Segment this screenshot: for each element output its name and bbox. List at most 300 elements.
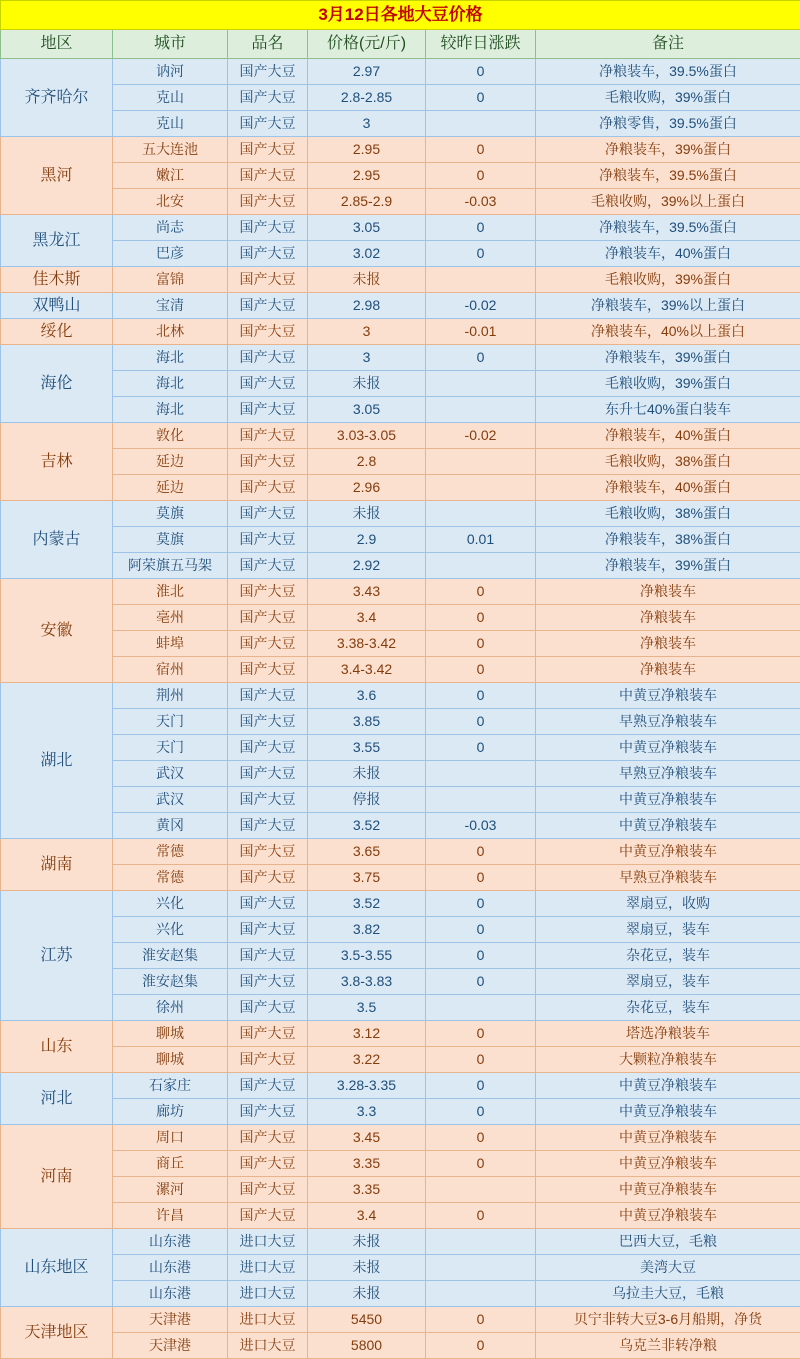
product-cell: 国产大豆 [228, 371, 308, 397]
product-cell: 国产大豆 [228, 85, 308, 111]
price-cell: 2.95 [308, 163, 426, 189]
table-row [1, 891, 800, 917]
note-cell: 毛粮收购，39%蛋白 [536, 371, 800, 397]
city-cell: 讷河 [113, 59, 228, 85]
note-cell: 中黄豆净粮装车 [536, 1073, 800, 1099]
note-cell: 早熟豆净粮装车 [536, 761, 800, 787]
note-cell: 净粮装车，39.5%蛋白 [536, 59, 800, 85]
table-row [1, 85, 800, 111]
product-cell: 国产大豆 [228, 735, 308, 761]
column-header: 备注 [536, 30, 800, 59]
note-cell: 美湾大豆 [536, 1255, 800, 1281]
city-cell: 石家庄 [113, 1073, 228, 1099]
product-cell: 国产大豆 [228, 605, 308, 631]
note-cell: 翠扇豆，收购 [536, 891, 800, 917]
price-cell: 3.45 [308, 1125, 426, 1151]
city-cell: 山东港 [113, 1229, 228, 1255]
product-cell: 国产大豆 [228, 397, 308, 423]
region-cell: 海伦 [1, 345, 113, 423]
price-cell: 3.05 [308, 215, 426, 241]
change-cell: 0 [426, 891, 536, 917]
city-cell: 淮安赵集 [113, 969, 228, 995]
change-cell: -0.01 [426, 319, 536, 345]
table-row [1, 345, 800, 371]
table-row [1, 59, 800, 85]
city-cell: 海北 [113, 345, 228, 371]
table-row [1, 1073, 800, 1099]
city-cell: 廊坊 [113, 1099, 228, 1125]
price-cell: 未报 [308, 267, 426, 293]
price-cell: 3.43 [308, 579, 426, 605]
city-cell: 漯河 [113, 1177, 228, 1203]
city-cell: 富锦 [113, 267, 228, 293]
price-cell: 3.3 [308, 1099, 426, 1125]
product-cell: 国产大豆 [228, 293, 308, 319]
product-cell: 国产大豆 [228, 683, 308, 709]
price-cell: 2.97 [308, 59, 426, 85]
table-row [1, 761, 800, 787]
city-cell: 许昌 [113, 1203, 228, 1229]
table-row [1, 293, 800, 319]
price-cell: 3 [308, 319, 426, 345]
price-cell: 3.4 [308, 605, 426, 631]
product-cell: 国产大豆 [228, 631, 308, 657]
city-cell: 嫩江 [113, 163, 228, 189]
table-row [1, 813, 800, 839]
city-cell: 黄冈 [113, 813, 228, 839]
change-cell: 0 [426, 579, 536, 605]
price-cell: 5800 [308, 1333, 426, 1359]
price-cell: 2.8 [308, 449, 426, 475]
change-cell [426, 501, 536, 527]
city-cell: 敦化 [113, 423, 228, 449]
note-cell: 中黄豆净粮装车 [536, 1177, 800, 1203]
product-cell: 国产大豆 [228, 787, 308, 813]
price-cell: 3.5 [308, 995, 426, 1021]
product-cell: 国产大豆 [228, 865, 308, 891]
change-cell: 0 [426, 683, 536, 709]
note-cell: 中黄豆净粮装车 [536, 1203, 800, 1229]
change-cell [426, 553, 536, 579]
table-row [1, 1151, 800, 1177]
price-cell: 未报 [308, 1229, 426, 1255]
price-cell: 2.8-2.85 [308, 85, 426, 111]
product-cell: 国产大豆 [228, 475, 308, 501]
city-cell: 阿荣旗五马架 [113, 553, 228, 579]
table-row [1, 839, 800, 865]
product-cell: 国产大豆 [228, 241, 308, 267]
change-cell: 0 [426, 1047, 536, 1073]
table-row [1, 683, 800, 709]
price-cell: 3.5-3.55 [308, 943, 426, 969]
region-cell: 河南 [1, 1125, 113, 1229]
city-cell: 武汉 [113, 761, 228, 787]
product-cell: 国产大豆 [228, 1021, 308, 1047]
note-cell: 净粮装车，40%蛋白 [536, 423, 800, 449]
change-cell: -0.02 [426, 293, 536, 319]
product-cell: 进口大豆 [228, 1255, 308, 1281]
price-cell: 2.96 [308, 475, 426, 501]
city-cell: 天津港 [113, 1307, 228, 1333]
product-cell: 国产大豆 [228, 553, 308, 579]
product-cell: 国产大豆 [228, 657, 308, 683]
product-cell: 国产大豆 [228, 59, 308, 85]
title-row [1, 1, 800, 30]
table-row [1, 1333, 800, 1359]
city-cell: 聊城 [113, 1021, 228, 1047]
price-cell: 未报 [308, 761, 426, 787]
price-cell: 3.35 [308, 1151, 426, 1177]
city-cell: 天门 [113, 709, 228, 735]
table-row [1, 475, 800, 501]
table-row [1, 319, 800, 345]
change-cell: 0 [426, 943, 536, 969]
note-cell: 东升七40%蛋白装车 [536, 397, 800, 423]
table-row [1, 553, 800, 579]
note-cell: 塔选净粮装车 [536, 1021, 800, 1047]
city-cell: 天门 [113, 735, 228, 761]
change-cell: 0 [426, 1151, 536, 1177]
city-cell: 宝清 [113, 293, 228, 319]
note-cell: 净粮装车 [536, 605, 800, 631]
note-cell: 中黄豆净粮装车 [536, 683, 800, 709]
product-cell: 国产大豆 [228, 969, 308, 995]
price-cell: 3.65 [308, 839, 426, 865]
price-cell: 3.52 [308, 813, 426, 839]
table-row [1, 1281, 800, 1307]
note-cell: 早熟豆净粮装车 [536, 709, 800, 735]
product-cell: 国产大豆 [228, 319, 308, 345]
product-cell: 进口大豆 [228, 1307, 308, 1333]
table-row [1, 657, 800, 683]
table-row [1, 137, 800, 163]
change-cell: 0 [426, 1125, 536, 1151]
change-cell: 0.01 [426, 527, 536, 553]
product-cell: 国产大豆 [228, 449, 308, 475]
change-cell: 0 [426, 1073, 536, 1099]
table-header-row [1, 30, 800, 59]
table-row [1, 969, 800, 995]
product-cell: 国产大豆 [228, 137, 308, 163]
change-cell: 0 [426, 59, 536, 85]
table-row [1, 1099, 800, 1125]
note-cell: 净粮零售，39.5%蛋白 [536, 111, 800, 137]
product-cell: 国产大豆 [228, 579, 308, 605]
note-cell: 中黄豆净粮装车 [536, 787, 800, 813]
table-row [1, 735, 800, 761]
column-header: 较昨日涨跌 [426, 30, 536, 59]
table-row [1, 1255, 800, 1281]
product-cell: 国产大豆 [228, 709, 308, 735]
city-cell: 荆州 [113, 683, 228, 709]
change-cell: 0 [426, 969, 536, 995]
city-cell: 聊城 [113, 1047, 228, 1073]
change-cell [426, 1255, 536, 1281]
city-cell: 兴化 [113, 891, 228, 917]
table-row [1, 1307, 800, 1333]
price-cell: 2.92 [308, 553, 426, 579]
product-cell: 国产大豆 [228, 813, 308, 839]
city-cell: 徐州 [113, 995, 228, 1021]
price-cell: 3.05 [308, 397, 426, 423]
price-cell: 3.35 [308, 1177, 426, 1203]
price-cell: 未报 [308, 1281, 426, 1307]
change-cell: 0 [426, 1307, 536, 1333]
region-cell: 河北 [1, 1073, 113, 1125]
region-cell: 吉林 [1, 423, 113, 501]
region-cell: 双鸭山 [1, 293, 113, 319]
product-cell: 国产大豆 [228, 891, 308, 917]
table-row [1, 865, 800, 891]
note-cell: 大颗粒净粮装车 [536, 1047, 800, 1073]
change-cell: -0.02 [426, 423, 536, 449]
product-cell: 国产大豆 [228, 423, 308, 449]
table-row [1, 241, 800, 267]
note-cell: 中黄豆净粮装车 [536, 839, 800, 865]
note-cell: 净粮装车，39%蛋白 [536, 137, 800, 163]
city-cell: 山东港 [113, 1255, 228, 1281]
note-cell: 杂花豆，装车 [536, 943, 800, 969]
change-cell: 0 [426, 1203, 536, 1229]
table-row [1, 163, 800, 189]
change-cell: 0 [426, 605, 536, 631]
product-cell: 进口大豆 [228, 1229, 308, 1255]
product-cell: 国产大豆 [228, 1047, 308, 1073]
price-cell: 3.02 [308, 241, 426, 267]
product-cell: 国产大豆 [228, 1125, 308, 1151]
change-cell [426, 267, 536, 293]
price-cell: 2.98 [308, 293, 426, 319]
change-cell [426, 397, 536, 423]
note-cell: 净粮装车，40%以上蛋白 [536, 319, 800, 345]
city-cell: 天津港 [113, 1333, 228, 1359]
change-cell [426, 1177, 536, 1203]
note-cell: 净粮装车，39.5%蛋白 [536, 215, 800, 241]
table-row [1, 995, 800, 1021]
region-cell: 绥化 [1, 319, 113, 345]
change-cell [426, 787, 536, 813]
change-cell [426, 995, 536, 1021]
change-cell [426, 1281, 536, 1307]
product-cell: 国产大豆 [228, 943, 308, 969]
table-row [1, 1177, 800, 1203]
table-row [1, 1021, 800, 1047]
table-row [1, 631, 800, 657]
product-cell: 国产大豆 [228, 917, 308, 943]
price-cell: 未报 [308, 1255, 426, 1281]
city-cell: 巴彦 [113, 241, 228, 267]
note-cell: 净粮装车，39.5%蛋白 [536, 163, 800, 189]
change-cell: 0 [426, 163, 536, 189]
note-cell: 净粮装车，39%以上蛋白 [536, 293, 800, 319]
price-cell: 2.85-2.9 [308, 189, 426, 215]
note-cell: 乌克兰非转净粮 [536, 1333, 800, 1359]
region-cell: 安徽 [1, 579, 113, 683]
change-cell: 0 [426, 1021, 536, 1047]
city-cell: 克山 [113, 111, 228, 137]
table-row [1, 1047, 800, 1073]
note-cell: 净粮装车，38%蛋白 [536, 527, 800, 553]
change-cell: 0 [426, 345, 536, 371]
price-cell: 2.95 [308, 137, 426, 163]
region-cell: 黑龙江 [1, 215, 113, 267]
table-row [1, 1203, 800, 1229]
city-cell: 宿州 [113, 657, 228, 683]
table-row [1, 943, 800, 969]
column-header: 价格(元/斤) [308, 30, 426, 59]
change-cell: 0 [426, 657, 536, 683]
price-cell: 3.85 [308, 709, 426, 735]
change-cell: 0 [426, 865, 536, 891]
product-cell: 国产大豆 [228, 527, 308, 553]
product-cell: 国产大豆 [228, 1073, 308, 1099]
price-cell: 3.75 [308, 865, 426, 891]
change-cell: 0 [426, 839, 536, 865]
city-cell: 武汉 [113, 787, 228, 813]
region-cell: 内蒙古 [1, 501, 113, 579]
product-cell: 进口大豆 [228, 1281, 308, 1307]
region-cell: 天津地区 [1, 1307, 113, 1359]
product-cell: 国产大豆 [228, 267, 308, 293]
city-cell: 常德 [113, 839, 228, 865]
change-cell: 0 [426, 1099, 536, 1125]
price-cell: 3.38-3.42 [308, 631, 426, 657]
price-cell: 未报 [308, 371, 426, 397]
change-cell: 0 [426, 215, 536, 241]
note-cell: 中黄豆净粮装车 [536, 1151, 800, 1177]
price-cell: 3.52 [308, 891, 426, 917]
note-cell: 中黄豆净粮装车 [536, 813, 800, 839]
city-cell: 淮北 [113, 579, 228, 605]
column-header: 城市 [113, 30, 228, 59]
table-row [1, 501, 800, 527]
note-cell: 净粮装车 [536, 657, 800, 683]
region-cell: 江苏 [1, 891, 113, 1021]
change-cell: 0 [426, 137, 536, 163]
change-cell: 0 [426, 1333, 536, 1359]
product-cell: 国产大豆 [228, 501, 308, 527]
note-cell: 净粮装车，39%蛋白 [536, 553, 800, 579]
note-cell: 净粮装车，40%蛋白 [536, 475, 800, 501]
change-cell [426, 475, 536, 501]
product-cell: 国产大豆 [228, 761, 308, 787]
table-row [1, 397, 800, 423]
product-cell: 国产大豆 [228, 1151, 308, 1177]
price-cell: 停报 [308, 787, 426, 813]
city-cell: 五大连池 [113, 137, 228, 163]
change-cell [426, 449, 536, 475]
city-cell: 蚌埠 [113, 631, 228, 657]
product-cell: 国产大豆 [228, 1203, 308, 1229]
change-cell [426, 111, 536, 137]
city-cell: 北林 [113, 319, 228, 345]
city-cell: 延边 [113, 449, 228, 475]
price-cell: 3 [308, 345, 426, 371]
column-header: 地区 [1, 30, 113, 59]
region-cell: 湖南 [1, 839, 113, 891]
note-cell: 杂花豆，装车 [536, 995, 800, 1021]
price-cell: 3.12 [308, 1021, 426, 1047]
price-cell: 3.4 [308, 1203, 426, 1229]
region-cell: 湖北 [1, 683, 113, 839]
table-row [1, 605, 800, 631]
region-cell: 齐齐哈尔 [1, 59, 113, 137]
price-cell: 3.55 [308, 735, 426, 761]
change-cell: 0 [426, 631, 536, 657]
product-cell: 国产大豆 [228, 995, 308, 1021]
page-title: 3月12日各地大豆价格 [1, 1, 800, 30]
region-cell: 佳木斯 [1, 267, 113, 293]
price-cell: 3.03-3.05 [308, 423, 426, 449]
column-header: 品名 [228, 30, 308, 59]
note-cell: 毛粮收购，38%蛋白 [536, 449, 800, 475]
note-cell: 净粮装车 [536, 579, 800, 605]
city-cell: 山东港 [113, 1281, 228, 1307]
table-row [1, 371, 800, 397]
product-cell: 国产大豆 [228, 189, 308, 215]
change-cell [426, 761, 536, 787]
change-cell: 0 [426, 917, 536, 943]
table-row [1, 215, 800, 241]
city-cell: 亳州 [113, 605, 228, 631]
table-row [1, 527, 800, 553]
city-cell: 莫旗 [113, 501, 228, 527]
table-row [1, 189, 800, 215]
region-cell: 山东 [1, 1021, 113, 1073]
note-cell: 贝宁非转大豆3-6月船期，净货 [536, 1307, 800, 1333]
city-cell: 莫旗 [113, 527, 228, 553]
change-cell: 0 [426, 85, 536, 111]
product-cell: 国产大豆 [228, 111, 308, 137]
table-row [1, 917, 800, 943]
product-cell: 国产大豆 [228, 215, 308, 241]
product-cell: 国产大豆 [228, 345, 308, 371]
table-row [1, 579, 800, 605]
price-cell: 2.9 [308, 527, 426, 553]
product-cell: 进口大豆 [228, 1333, 308, 1359]
product-cell: 国产大豆 [228, 163, 308, 189]
table-row [1, 449, 800, 475]
price-cell: 3.28-3.35 [308, 1073, 426, 1099]
city-cell: 海北 [113, 371, 228, 397]
change-cell [426, 371, 536, 397]
change-cell: 0 [426, 241, 536, 267]
price-cell: 3 [308, 111, 426, 137]
note-cell: 翠扇豆，装车 [536, 969, 800, 995]
change-cell: 0 [426, 709, 536, 735]
change-cell: -0.03 [426, 189, 536, 215]
city-cell: 淮安赵集 [113, 943, 228, 969]
table-row [1, 787, 800, 813]
city-cell: 尚志 [113, 215, 228, 241]
price-cell: 3.8-3.83 [308, 969, 426, 995]
city-cell: 周口 [113, 1125, 228, 1151]
note-cell: 早熟豆净粮装车 [536, 865, 800, 891]
region-cell: 山东地区 [1, 1229, 113, 1307]
note-cell: 中黄豆净粮装车 [536, 1099, 800, 1125]
city-cell: 商丘 [113, 1151, 228, 1177]
note-cell: 净粮装车 [536, 631, 800, 657]
city-cell: 海北 [113, 397, 228, 423]
price-cell: 5450 [308, 1307, 426, 1333]
change-cell: 0 [426, 735, 536, 761]
city-cell: 延边 [113, 475, 228, 501]
note-cell: 净粮装车，39%蛋白 [536, 345, 800, 371]
price-cell: 未报 [308, 501, 426, 527]
price-cell: 3.4-3.42 [308, 657, 426, 683]
product-cell: 国产大豆 [228, 1177, 308, 1203]
price-cell: 3.82 [308, 917, 426, 943]
